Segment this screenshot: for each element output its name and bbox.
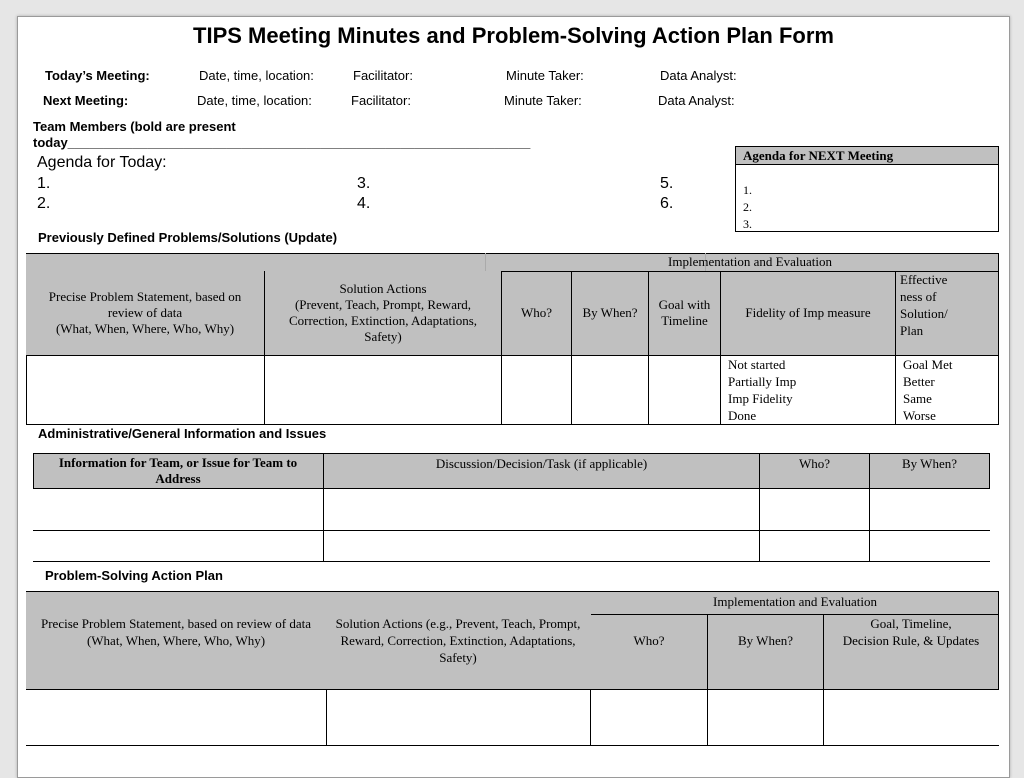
next-meeting-facilitator: Facilitator: xyxy=(351,93,411,108)
todays-meeting-facilitator: Facilitator: xyxy=(353,68,413,83)
plan-impl-header: Implementation and Evaluation xyxy=(713,594,877,609)
admin-col-when: By When? xyxy=(902,456,957,471)
team-members-label: Team Members (bold are present xyxy=(33,119,236,134)
admin-table xyxy=(33,453,990,563)
next-meeting-data-analyst: Data Analyst: xyxy=(658,93,735,108)
todays-meeting-data-analyst: Data Analyst: xyxy=(660,68,737,83)
previous-col-fidelity: Fidelity of Imp measure xyxy=(745,305,871,320)
form-title: TIPS Meeting Minutes and Problem-Solving Action Plan Form xyxy=(193,23,834,48)
todays-meeting-label: Today’s Meeting: xyxy=(45,68,150,83)
previous-col-solution: Solution Actions (Prevent, Teach, Prompt, Reward, Correction, Extinction, Adaptations, Safety) xyxy=(288,281,478,344)
previous-impl-header: Implementation and Evaluation xyxy=(668,254,832,269)
plan-section-title: Problem-Solving Action Plan xyxy=(45,568,223,583)
admin-col-info: Information for Team, or Issue for Team to Address xyxy=(58,455,298,486)
agenda-next-item: 1. xyxy=(743,183,752,197)
form-page xyxy=(17,16,1010,778)
plan-col-when: By When? xyxy=(738,633,793,648)
fidelity-options: Not started Partially Imp Imp Fidelity Done xyxy=(728,357,797,423)
admin-col-discussion: Discussion/Decision/Task (if applicable) xyxy=(435,456,648,471)
next-meeting-label: Next Meeting: xyxy=(43,93,129,108)
previous-section-title: Previously Defined Problems/Solutions (Update) xyxy=(38,230,338,245)
next-meeting-date: Date, time, location: xyxy=(197,93,312,108)
agenda-today-item: 6. xyxy=(660,195,674,212)
agenda-today-item: 2. xyxy=(37,195,51,212)
next-meeting-minute-taker: Minute Taker: xyxy=(504,93,582,108)
previous-col-goal: Goal with Timeline xyxy=(658,297,711,328)
previous-col-who: Who? xyxy=(520,305,553,320)
agenda-next-heading: Agenda for NEXT Meeting xyxy=(736,147,998,165)
agenda-today-item: 5. xyxy=(660,175,674,192)
admin-col-who: Who? xyxy=(798,456,831,471)
admin-section-title: Administrative/General Information and Issues xyxy=(38,426,327,441)
plan-table xyxy=(26,591,999,747)
previous-col-effectiveness: Effective ness of Solution/ Plan xyxy=(900,272,948,338)
todays-meeting-date: Date, time, location: xyxy=(199,68,314,83)
agenda-today-item: 1. xyxy=(37,175,51,192)
plan-col-goal: Goal, Timeline, Decision Rule, & Updates xyxy=(842,616,980,648)
plan-col-who: Who? xyxy=(633,633,665,648)
agenda-today-item: 3. xyxy=(357,175,371,192)
previous-col-problem: Precise Problem Statement, based on review of data (What, When, Where, Who, Why) xyxy=(48,289,242,336)
agenda-today-heading: Agenda for Today: xyxy=(37,154,167,171)
previous-table xyxy=(26,253,999,425)
agenda-next-item: 2. xyxy=(743,200,752,214)
team-members-line: today________________________________________________________________ xyxy=(33,135,531,150)
agenda-today-item: 4. xyxy=(357,195,371,212)
todays-meeting-minute-taker: Minute Taker: xyxy=(506,68,584,83)
plan-col-solution: Solution Actions (e.g., Prevent, Teach, Prompt, Reward, Correction, Extinction, Adaptations, Safety) xyxy=(335,616,581,665)
previous-col-when: By When? xyxy=(582,305,638,320)
effectiveness-options: Goal Met Better Same Worse xyxy=(903,357,953,423)
agenda-next-item: 3. xyxy=(743,217,752,231)
plan-col-problem: Precise Problem Statement, based on review of data (What, When, Where, Who, Why) xyxy=(40,616,312,648)
agenda-next-box xyxy=(735,146,999,232)
